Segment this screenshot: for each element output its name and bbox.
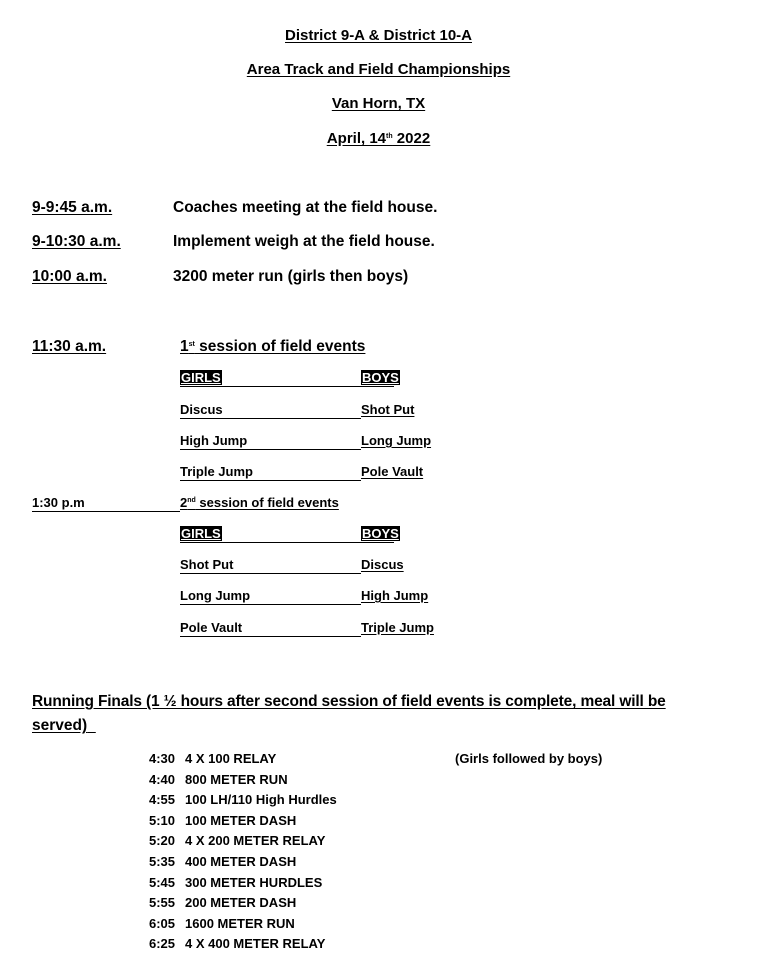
finals-event-name: 1600 METER RUN	[185, 915, 295, 931]
finals-event-name: 4 X 200 METER RELAY	[185, 833, 326, 849]
date-sup: th	[386, 133, 393, 140]
girls-event: Triple Jump	[180, 464, 253, 479]
finals-event-time: 5:35	[149, 854, 176, 869]
girls-event: Pole Vault	[180, 620, 243, 635]
finals-event-time: 5:20	[149, 833, 176, 849]
finals-event-time: 4:55	[149, 792, 176, 808]
finals-event-time: 4:30	[149, 751, 176, 766]
finals-event-time: 5:45	[149, 874, 176, 890]
finals-heading-cont: served)	[32, 717, 88, 734]
session1-time: 11:30 a.m.	[32, 338, 107, 355]
finals-event-row	[149, 854, 296, 869]
boys-event: Discus	[361, 557, 404, 572]
finals-event-name: 300 METER HURDLES	[185, 874, 323, 890]
finals-event-row	[149, 875, 322, 890]
date-prefix: April, 14	[326, 130, 387, 147]
agenda-time: 9-10:30 a.m.	[32, 233, 121, 250]
boys-event: Triple Jump	[361, 620, 434, 635]
finals-event-row	[149, 936, 325, 951]
finals-event-row	[149, 813, 296, 828]
girls-event: Shot Put	[180, 557, 234, 572]
agenda-text: Coaches meeting at the field house.	[173, 199, 438, 216]
finals-event-row	[149, 895, 296, 910]
agenda-time: 10:00 a.m.	[32, 268, 107, 285]
finals-event-row	[149, 916, 295, 931]
agenda-time: 9-9:45 a.m.	[32, 199, 113, 216]
header-line-3: Van Horn, TX	[331, 95, 426, 112]
girls-event: High Jump	[180, 433, 248, 448]
finals-event-time: 5:55	[149, 895, 176, 911]
finals-note: (Girls followed by boys)	[455, 751, 603, 766]
finals-event-time: 4:40	[149, 771, 176, 787]
boys-event: Pole Vault	[361, 464, 424, 479]
finals-event-name: 100 METER DASH	[185, 812, 297, 828]
finals-event-name: 4 X 400 METER RELAY	[185, 936, 326, 952]
girls-label: GIRLS	[181, 526, 221, 541]
agenda-text: 3200 meter run (girls then boys)	[173, 268, 409, 285]
boys-event: Long Jump	[361, 433, 432, 448]
girls-event: Long Jump	[180, 588, 251, 603]
session1-title: 1st session of field events	[180, 338, 366, 355]
finals-event-name: 800 METER RUN	[185, 771, 288, 787]
finals-heading: Running Finals (1 ½ hours after second session of field events is complete, meal will be	[32, 693, 666, 710]
header-line-2: Area Track and Field Championships	[246, 61, 511, 78]
boys-event: High Jump	[361, 588, 429, 603]
finals-event-row	[149, 772, 288, 787]
finals-event-name: 400 METER DASH	[185, 854, 297, 869]
session2-title: 2nd session of field events	[180, 495, 339, 510]
finals-event-name: 200 METER DASH	[185, 895, 297, 911]
date-suffix: 2022	[392, 130, 431, 147]
finals-event-name: 4 X 100 RELAY	[185, 751, 277, 766]
finals-event-row	[149, 792, 337, 807]
session2-time: 1:30 p.m	[32, 495, 180, 510]
finals-event-time: 6:05	[149, 915, 176, 931]
finals-event-time: 5:10	[149, 812, 176, 828]
finals-event-name: 100 LH/110 High Hurdles	[185, 792, 337, 808]
header-date	[0, 130, 757, 147]
boys-label: BOYS	[362, 370, 399, 385]
boys-event: Shot Put	[361, 402, 415, 417]
header-line-1: District 9-A & District 10-A	[285, 27, 472, 44]
girls-event: Discus	[180, 402, 223, 417]
finals-event-time: 6:25	[149, 936, 176, 952]
finals-event-row	[149, 751, 276, 766]
finals-event-row	[149, 833, 325, 848]
boys-label: BOYS	[362, 526, 399, 541]
agenda-text: Implement weigh at the field house.	[173, 233, 435, 250]
girls-label: GIRLS	[181, 370, 221, 385]
